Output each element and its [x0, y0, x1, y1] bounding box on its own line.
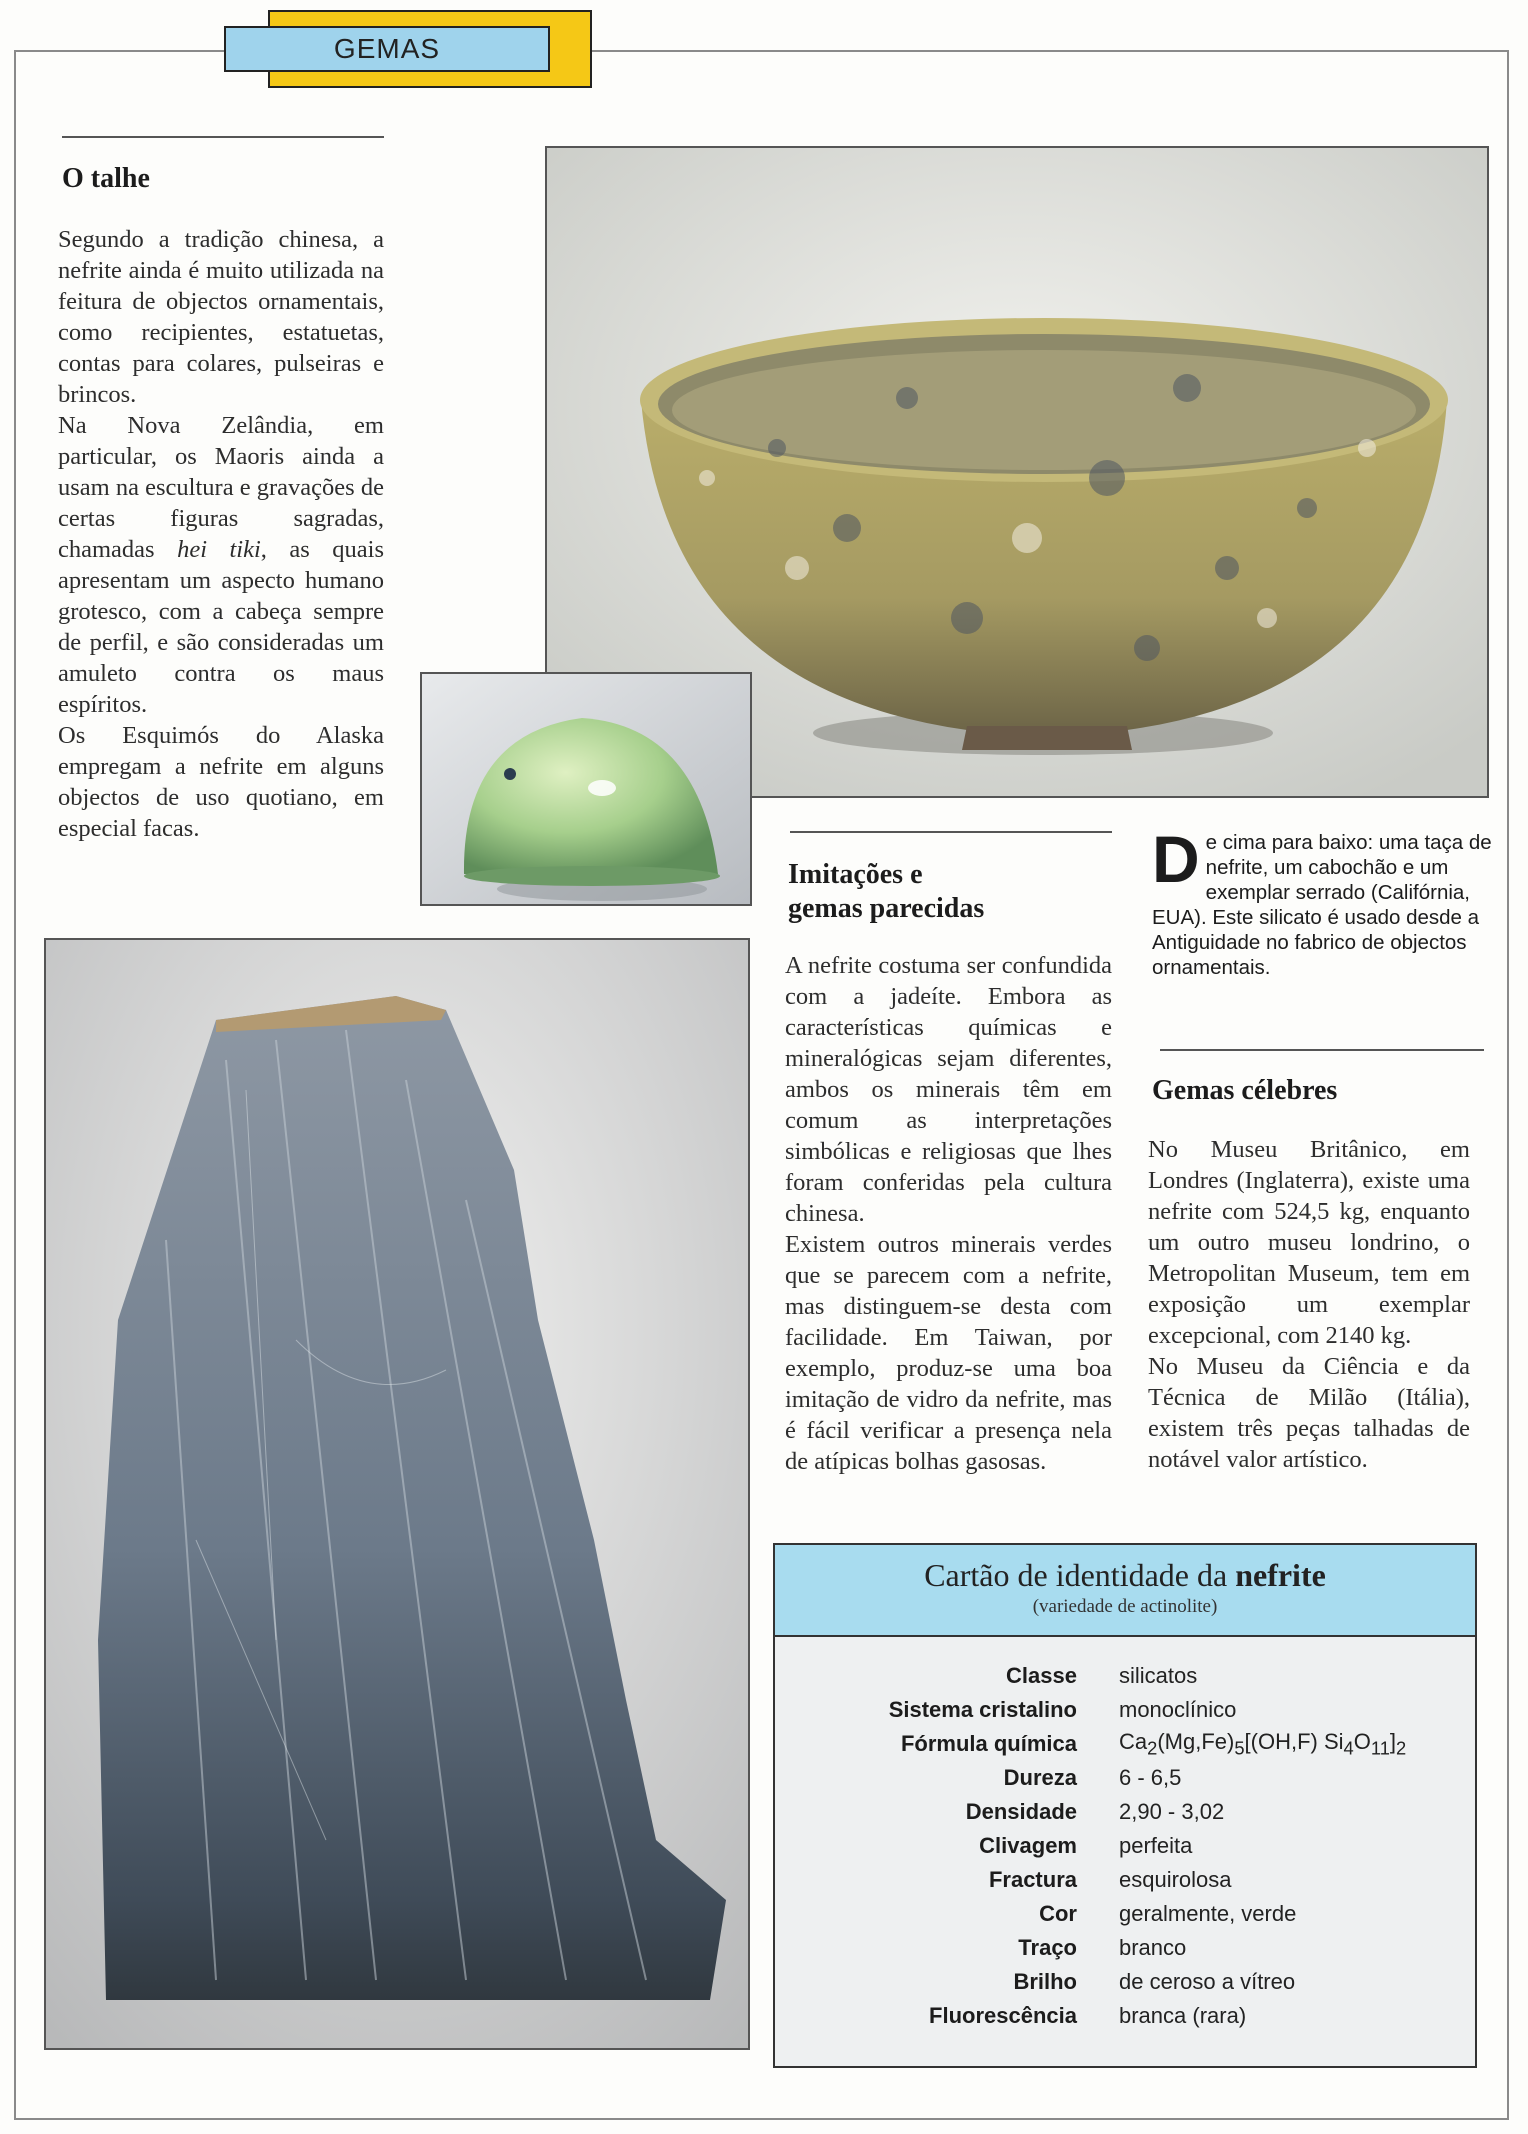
identity-card-value: silicatos: [1119, 1663, 1198, 1688]
identity-card-label: Brilho: [1013, 1969, 1077, 1994]
paragraph: No Museu da Ciência e da Técnica de Milão (Itália), existem três peças talhadas de notável valor artístico.: [1148, 1353, 1470, 1473]
identity-card-label: Dureza: [1003, 1765, 1077, 1790]
identity-card-label: Sistema cristalino: [888, 1697, 1077, 1722]
paragraph: Os Esquimós do Alaska empregam a nefrite em alguns objectos de uso quotiano, em especial facas.: [58, 722, 384, 842]
identity-card-row: [775, 1863, 1475, 1897]
identity-card-row: [775, 1829, 1475, 1863]
identity-card-label: Densidade: [965, 1799, 1077, 1824]
heading-imitacoes: Imitações e gemas parecidas: [788, 859, 985, 924]
paragraph: No Museu Britânico, em Londres (Inglaterra), existe uma nefrite com 524,5 kg, enquanto um outro museu londrino, o Metropolitan Museum, tem em exposição um exemplar excepcional, com 2140 kg.: [1148, 1136, 1470, 1349]
identity-card-row: [775, 1999, 1475, 2033]
paragraph: Segundo a tradição chinesa, a nefrite ainda é muito utilizada na feitura de objectos ornamentais, como recipientes, estatuetas, contas para colares, pulseiras e brincos.: [58, 226, 384, 408]
identity-card-rows: [775, 1637, 1475, 2033]
identity-card-value: geralmente, verde: [1119, 1901, 1297, 1926]
paragraph: A nefrite costuma ser confundida com a jadeíte. Embora as características químicas e mineralógicas sejam diferentes, ambos os minerais têm em comum as interpretações simbólicas e religiosas que lhes foram conferidas pela cultura chinesa.: [785, 952, 1112, 1227]
photo-caption: [1152, 822, 1492, 980]
identity-card-label: Fractura: [988, 1867, 1077, 1892]
specimen-illustration: [46, 940, 750, 2050]
rule-o-talhe: [62, 136, 384, 138]
identity-card-value: esquirolosa: [1119, 1867, 1232, 1892]
identity-card-value: 6 - 6,5: [1119, 1765, 1182, 1790]
cabochon-illustration: [422, 674, 752, 906]
paragraph: Existem outros minerais verdes que se parecem com a nefrite, mas distinguem-se desta com facilidade. Em Taiwan, por exemplo, produz-se uma boa imitação de vidro da nefrite, mas é fácil verificar a presença nela de atípicas bolhas gasosas.: [785, 1231, 1112, 1475]
photo-sawn-specimen: [44, 938, 750, 2050]
section-label: GEMAS: [224, 26, 550, 72]
identity-card-row: [775, 1931, 1475, 1965]
identity-card-label: Fórmula química: [900, 1731, 1077, 1756]
identity-card-label: Clivagem: [979, 1833, 1077, 1858]
identity-card-label: Classe: [1006, 1663, 1077, 1688]
photo-cabochon: [420, 672, 752, 906]
identity-card-label: Fluorescência: [929, 2003, 1077, 2028]
identity-card-value: branca (rara): [1119, 2003, 1247, 2028]
caption-dropcap: D: [1152, 822, 1200, 896]
identity-card-header: [775, 1545, 1475, 1637]
text-imitacoes: [785, 950, 1112, 1477]
identity-card-row: [775, 1693, 1475, 1727]
identity-card-row: [775, 1897, 1475, 1931]
identity-card-subtitle: (variedade de actinolite): [1032, 1596, 1218, 1617]
identity-card-label: Cor: [1039, 1901, 1077, 1926]
identity-card-row: [775, 1761, 1475, 1795]
rule-celebres: [1160, 1049, 1484, 1051]
text-o-talhe: [58, 224, 384, 844]
text-celebres: [1148, 1134, 1470, 1475]
identity-card-value: perfeita: [1119, 1833, 1193, 1858]
identity-card-row: [775, 1659, 1475, 1693]
identity-card-row: [775, 1727, 1475, 1761]
identity-card: [773, 1543, 1477, 2068]
identity-card-label: Traço: [1018, 1935, 1077, 1960]
heading-o-talhe: O talhe: [62, 163, 150, 194]
paragraph: Na Nova Zelândia, em particular, os Maoris ainda a usam na escultura e gravações de certas figuras sagradas, chamadas hei tiki, as quais apresentam um aspecto humano grotesco, com a cabeça sempre de perfil, e são consideradas um amuleto contra os maus espíritos.: [58, 412, 385, 718]
heading-celebres: Gemas célebres: [1152, 1075, 1338, 1106]
identity-card-value: monoclínico: [1119, 1697, 1237, 1722]
identity-card-value: $Ca_2(Mg,Fe)_5[(OH,F)$ $Si_4O_{11}]_2$: [1119, 1728, 1407, 1759]
identity-card-row: [775, 1965, 1475, 1999]
rule-imitacoes: [790, 831, 1112, 833]
identity-card-value: de ceroso a vítreo: [1119, 1969, 1296, 1994]
identity-card-row: [775, 1795, 1475, 1829]
identity-card-title: Cartão de identidade da nefrite: [924, 1557, 1326, 1593]
identity-card-value: 2,90 - 3,02: [1119, 1799, 1225, 1824]
caption-text: e cima para baixo: uma taça de nefrite, um cabochão e um exemplar serrado (Califórnia, EUA). Este silicato é usado desde a Antiguidade no fabrico de objectos ornamentais.: [1152, 831, 1492, 979]
identity-card-value: branco: [1119, 1935, 1187, 1960]
